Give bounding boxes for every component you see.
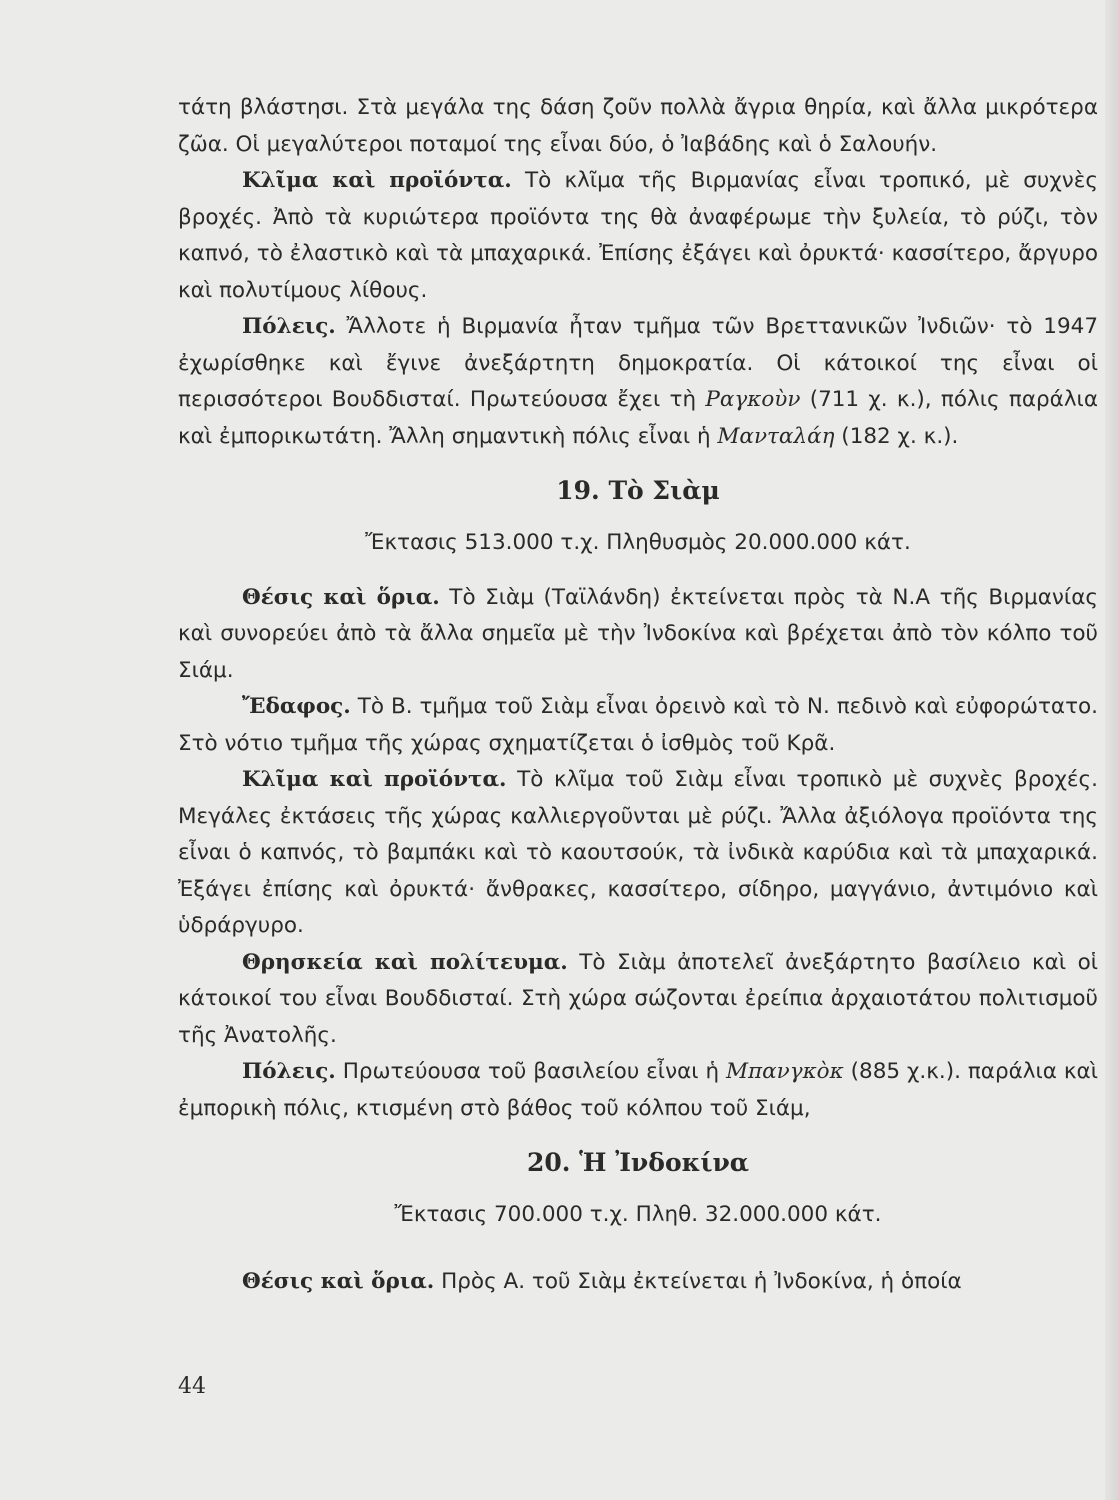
burma-continuation-paragraph: τάτη βλάστησι. Στὰ μεγάλα της δάση ζοῦν πολλὰ ἄγρια θηρία, καὶ ἄλλα μικρότερα ζῶα. Οἱ μεγαλύτεροι ποταμοί της εἶναι δύο, ὁ Ἰαβάδης καὶ ὁ Σαλουήν. xyxy=(178,95,1098,157)
section-subheading: Θέσις καὶ ὅρια. xyxy=(242,584,440,610)
siam-cities-paragraph: Πόλεις. Πρωτεύουσα τοῦ βασιλείου εἶναι ἡ Μπανγκὸκ (885 χ.κ.). παράλια καὶ ἐμπορικὴ πόλις, κτισμένη στὸ βάθος τοῦ κόλπου τοῦ Σιάμ, xyxy=(178,1059,1098,1121)
siam-climate-paragraph: Κλῖμα καὶ προϊόντα. Τὸ κλῖμα τοῦ Σιὰμ εἶναι τροπικὸ μὲ συχνὲς βροχές. Μεγάλες ἐκτάσεις τῆς χώρας καλλιεργοῦνται μὲ ρύζι. Ἄλλα ἀξιόλογα προϊόντα της εἶναι ὁ καπνός, τὸ βαμπάκι καὶ τὸ καουτσούκ, τὰ ἰνδικὰ καρύδια καὶ τὰ μπαχαρικά. Ἐξάγει ἐπίσης καὶ ὀρυκτά· ἄνθρακες, κασσίτερο, σίδηρο, μαγγάνιο, ἀντιμόνιο καὶ ὑδράργυρο. xyxy=(178,767,1099,938)
siam-religion-paragraph: Θρησκεία καὶ πολίτευμα. Τὸ Σιὰμ ἀποτελεῖ ἀνεξάρτητο βασίλειο καὶ οἱ κάτοικοί του εἶναι Βουδδισταί. Στὴ χώρα σώζονται ἐρείπια ἀρχαιοτάτου πολιτισμοῦ τῆς Ἀνατολῆς. xyxy=(178,949,1099,1048)
siam-position-paragraph: Θέσις καὶ ὅρια. Τὸ Σιὰμ (Ταϊλάνδη) ἐκτείνεται πρὸς τὰ Ν.Α τῆς Βιρμανίας καὶ συνορεύει ἀπὸ τὰ ἄλλα σημεῖα μὲ τὴν Ἰνδοκίνα καὶ βρέχεται ἀπὸ τὸν κόλπο τοῦ Σιάμ. xyxy=(178,584,1098,683)
section-subheading: Πόλεις. xyxy=(242,314,336,339)
chapter-heading-indochina: 20. Ἡ Ἰνδοκίνα xyxy=(526,1148,750,1177)
section-subheading: Κλῖμα καὶ προϊόντα. xyxy=(242,767,507,792)
page-edge-shadow xyxy=(1105,0,1119,1500)
indochina-stats: Ἔκτασις 700.000 τ.χ. Πληθ. 32.000.000 κάτ. xyxy=(394,1202,882,1227)
section-subheading: Θρησκεία καὶ πολίτευμα. xyxy=(242,949,568,975)
city-name: Μανταλάη xyxy=(717,423,835,449)
city-name: Μπανγκὸκ xyxy=(725,1059,844,1084)
indochina-position-paragraph: Θέσις καὶ ὅρια. Πρὸς Α. τοῦ Σιὰμ ἐκτείνεται ἡ Ἰνδοκίνα, ἡ ὁποία xyxy=(242,1268,962,1294)
burma-cities-paragraph: Πόλεις. Ἄλλοτε ἡ Βιρμανία ἦταν τμῆμα τῶν Βρεττανικῶν Ἰνδιῶν· τὸ 1947 ἐχωρίσθηκε καὶ ἔγινε ἀνεξάρτητη δημοκρατία. Οἱ κάτοικοί της εἶναι οἱ περισσότεροι Βουδδισταί. Πρωτεύουσα ἔχει τὴ Ραγκοὺν (711 χ. κ.), πόλις παράλια καὶ ἐμπορικωτάτη. Ἄλλη σημαντικὴ πόλις εἶναι ἡ Μανταλάη (182 χ. κ.). xyxy=(178,314,1098,449)
page-number: 44 xyxy=(178,1374,206,1399)
section-subheading: Θέσις καὶ ὅρια. xyxy=(242,1268,435,1294)
siam-stats: Ἔκτασις 513.000 τ.χ. Πληθυσμὸς 20.000.000 κάτ. xyxy=(365,530,911,555)
section-subheading: Κλῖμα καὶ προϊόντα. xyxy=(242,168,512,193)
burma-climate-paragraph: Κλῖμα καὶ προϊόντα. Τὸ κλῖμα τῆς Βιρμανίας εἶναι τροπικό, μὲ συχνὲς βροχές. Ἀπὸ τὰ κυριώτερα προϊόντα της θὰ ἀναφέρωμε τὴν ξυλεία, τὸ ρύζι, τὸν καπνό, τὸ ἐλαστικὸ καὶ τὰ μπαχαρικά. Ἐπίσης ἐξάγει καὶ ὀρυκτά· κασσίτερο, ἄργυρο καὶ πολυτίμους λίθους. xyxy=(178,168,1099,303)
city-name: Ραγκοὺν xyxy=(705,387,801,412)
section-subheading: Πόλεις. xyxy=(242,1059,336,1084)
siam-terrain-paragraph: Ἔδαφος. Τὸ Β. τμῆμα τοῦ Σιὰμ εἶναι ὀρεινὸ καὶ τὸ Ν. πεδινὸ καὶ εὐφορώτατο. Στὸ νότιο τμῆμα τῆς χώρας σχηματίζεται ὁ ἰσθμὸς τοῦ Κρᾶ. xyxy=(178,694,1098,756)
page-body xyxy=(178,90,1098,1300)
section-subheading: Ἔδαφος. xyxy=(242,694,351,719)
chapter-heading-siam: 19. Τὸ Σιὰμ xyxy=(556,476,720,505)
